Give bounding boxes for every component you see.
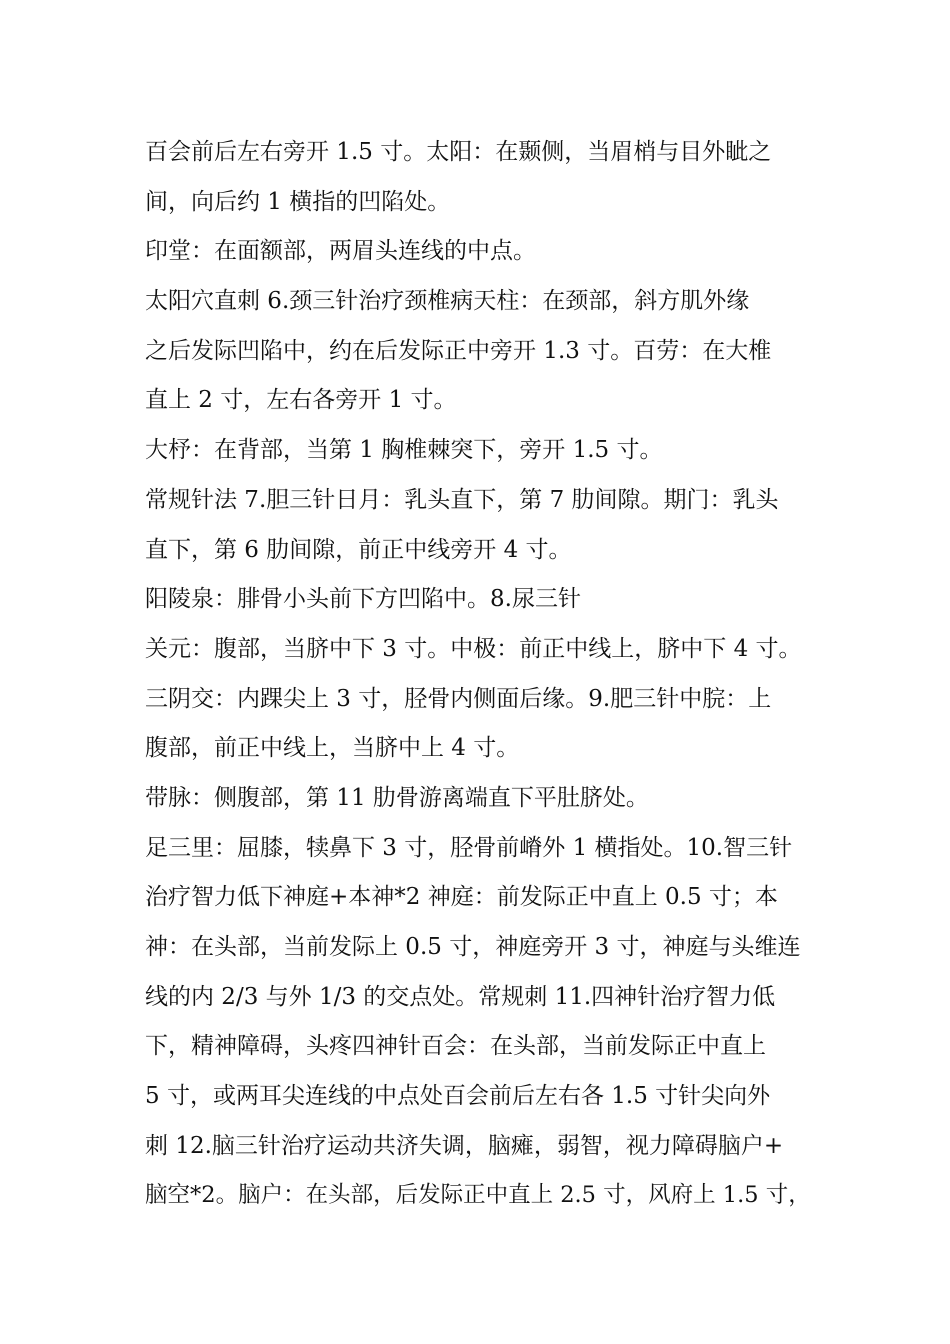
text-line: 太阳穴直刺 6.颈三针治疗颈椎病天柱：在颈部，斜方肌外缘 [145,288,750,315]
text-line: 线的内 2/3 与外 1/3 的交点处。常规刺 11.四神针治疗智力低 [145,983,776,1010]
text-line: 直上 2 寸，左右各旁开 1 寸。 [145,387,457,414]
text-line: 百会前后左右旁开 1.5 寸。太阳：在颞侧，当眉梢与目外眦之 [145,139,772,165]
text-line: 间，向后约 1 横指的凹陷处。 [145,188,451,215]
text-line: 足三里：屈膝，犊鼻下 3 寸，胫骨前嵴外 1 横指处。10.智三针 [145,834,793,861]
text-line: 印堂：在面额部，两眉头连线的中点。 [145,238,536,265]
text-line: 下，精神障碍，头疼四神针百会：在头部，当前发际正中直上 [145,1033,766,1060]
document-body [145,128,815,1221]
text-line: 5 寸，或两耳尖连线的中点处百会前后左右各 1.5 寸针尖向外 [145,1083,771,1110]
text-line: 三阴交：内踝尖上 3 寸，胫骨内侧面后缘。9.肥三针中脘：上 [145,685,772,712]
text-line: 大杼：在背部，当第 1 胸椎棘突下，旁开 1.5 寸。 [145,437,663,464]
text-line: 刺 12.脑三针治疗运动共济失调，脑瘫，弱智，视力障碍脑户+ [145,1132,784,1159]
text-line: 治疗智力低下神庭+本神*2 神庭：前发际正中直上 0.5 寸；本 [145,884,778,911]
text-line: 神：在头部，当前发际上 0.5 寸，神庭旁开 3 寸，神庭与头维连 [145,934,801,960]
text-line: 常规针法 7.胆三针日月：乳头直下，第 7 肋间隙。期门：乳头 [145,486,779,513]
text-line: 之后发际凹陷中，约在后发际正中旁开 1.3 寸。百劳：在大椎 [145,337,772,364]
text-line: 脑空*2。脑户：在头部，后发际正中直上 2.5 寸，风府上 1.5 寸， [145,1182,811,1209]
text-line: 直下，第 6 肋间隙，前正中线旁开 4 寸。 [145,536,572,563]
text-line: 腹部，前正中线上，当脐中上 4 寸。 [145,735,520,762]
text-line: 关元：腹部，当脐中下 3 寸。中极：前正中线上，脐中下 4 寸。 [145,635,802,662]
text-line: 阳陵泉：腓骨小头前下方凹陷中。8.尿三针 [145,586,581,613]
text-line: 带脉：侧腹部，第 11 肋骨游离端直下平肚脐处。 [145,784,649,811]
